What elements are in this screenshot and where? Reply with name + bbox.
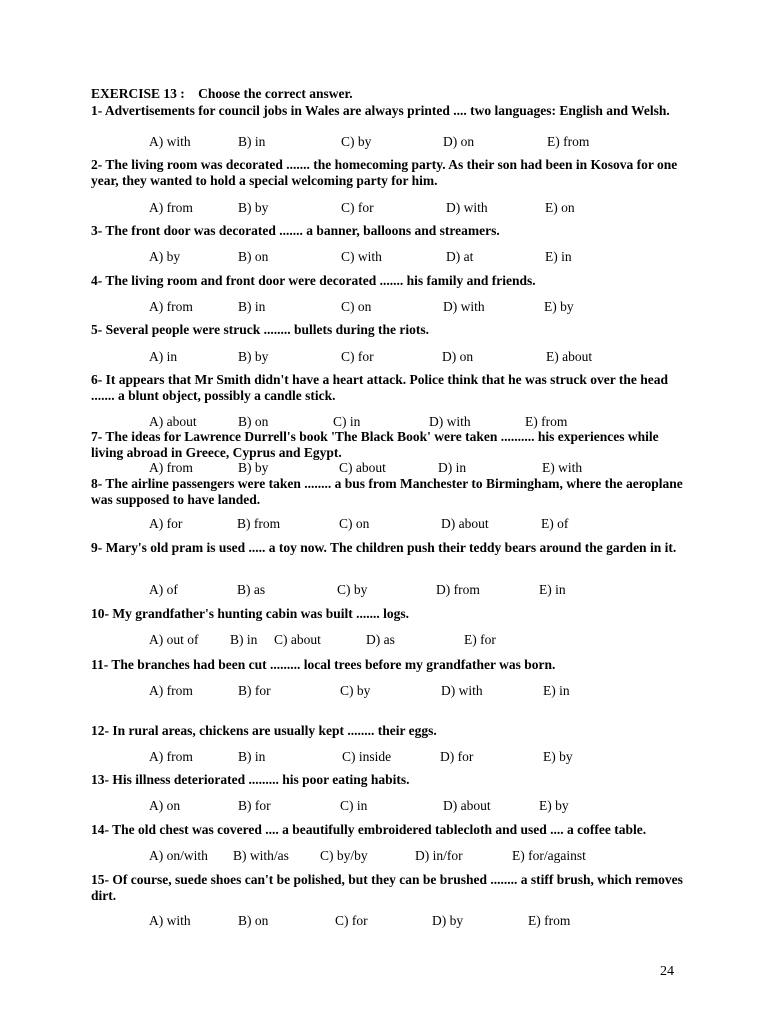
option: E) in	[539, 582, 566, 597]
question-4-text: 4- The living room and front door were decorated ....... his family and friends.	[91, 273, 536, 288]
option: D) from	[436, 582, 480, 597]
option: E) of	[541, 516, 569, 531]
option: D) with	[429, 414, 471, 429]
exercise-header	[91, 86, 353, 102]
option: B) on	[238, 414, 269, 429]
question-15-options	[149, 913, 709, 929]
option: D) with	[446, 200, 488, 215]
question-9-text: 9- Mary's old pram is used ..... a toy now. The children push their teddy bears around the garden in it.	[91, 540, 677, 555]
option: C) in	[333, 414, 361, 429]
question-13-options	[149, 798, 709, 814]
option: C) in	[340, 798, 368, 813]
page-number: 24	[660, 964, 674, 979]
option: C) by	[341, 134, 372, 149]
option: C) by/by	[320, 848, 368, 863]
option: C) with	[341, 249, 382, 264]
question-11-text: 11- The branches had been cut ......... local trees before my grandfather was born.	[91, 657, 556, 672]
question-6-options	[149, 414, 709, 430]
option: A) from	[149, 749, 193, 764]
option: E) for/against	[512, 848, 586, 863]
option: D) about	[441, 516, 489, 531]
question-2-text: 2- The living room was decorated ....... the homecoming party. As their son had been in Kosova for one year, they wanted to hold a special welcoming party for him.	[91, 157, 678, 188]
option: A) from	[149, 299, 193, 314]
option: A) with	[149, 913, 191, 928]
option: A) of	[149, 582, 178, 597]
option: B) in	[238, 134, 266, 149]
option: C) on	[339, 516, 370, 531]
option: C) by	[337, 582, 368, 597]
question-1-options	[149, 134, 709, 150]
option: A) out of	[149, 632, 199, 647]
question-5-text: 5- Several people were struck ........ bullets during the riots.	[91, 322, 429, 337]
option: E) from	[547, 134, 590, 149]
question-10-options	[149, 632, 709, 648]
option: B) from	[237, 516, 281, 531]
option: D) about	[443, 798, 491, 813]
question-14-options	[149, 848, 709, 864]
question-7-text: 7- The ideas for Lawrence Durrell's book 'The Black Book' were taken .......... his experiences while living abroad in Greece, Cyprus and Egypt.	[91, 429, 659, 460]
option: D) on	[442, 349, 474, 364]
option: B) by	[238, 200, 269, 215]
option: C) about	[274, 632, 321, 647]
option: E) in	[545, 249, 572, 264]
option: D) with	[443, 299, 485, 314]
option: E) from	[528, 913, 571, 928]
option: C) about	[339, 460, 386, 475]
option: C) on	[341, 299, 372, 314]
option: A) on/with	[149, 848, 208, 863]
option: B) as	[237, 582, 266, 597]
option: E) by	[539, 798, 569, 813]
option: A) from	[149, 200, 193, 215]
question-8-options	[149, 516, 709, 532]
option: A) in	[149, 349, 178, 364]
option: B) in	[230, 632, 258, 647]
option: E) for	[464, 632, 496, 647]
option: C) by	[340, 683, 371, 698]
option: E) by	[543, 749, 573, 764]
question-7-options	[149, 460, 709, 476]
option: B) with/as	[233, 848, 289, 863]
question-6-text: 6- It appears that Mr Smith didn't have a heart attack. Police think that he was struck over the head ....... a blunt object, possibly a candle stick.	[91, 372, 668, 403]
exercise-title: EXERCISE 13 :	[91, 86, 185, 101]
question-2-options	[149, 200, 709, 216]
option: D) in/for	[415, 848, 463, 863]
question-15-text: 15- Of course, suede shoes can't be polished, but they can be brushed ........ a stiff brush, which removes dirt.	[91, 872, 683, 903]
option: A) on	[149, 798, 181, 813]
option: D) on	[443, 134, 475, 149]
option: C) for	[341, 200, 374, 215]
option: A) for	[149, 516, 183, 531]
option: E) from	[525, 414, 568, 429]
question-12-text: 12- In rural areas, chickens are usually kept ........ their eggs.	[91, 723, 437, 738]
option: C) for	[341, 349, 374, 364]
question-13-text: 13- His illness deteriorated ......... his poor eating habits.	[91, 772, 410, 787]
option: E) on	[545, 200, 575, 215]
question-1-text: 1- Advertisements for council jobs in Wales are always printed .... two languages: English and Welsh.	[91, 103, 670, 118]
question-3-options	[149, 249, 709, 265]
option: B) by	[238, 460, 269, 475]
option: C) for	[335, 913, 368, 928]
option: E) about	[546, 349, 593, 364]
option: A) by	[149, 249, 181, 264]
option: B) in	[238, 299, 266, 314]
option: B) for	[238, 798, 271, 813]
question-8-text: 8- The airline passengers were taken ........ a bus from Manchester to Birmingham, where the aeroplane was supposed to have landed.	[91, 476, 683, 507]
option: D) as	[366, 632, 395, 647]
option: D) at	[446, 249, 474, 264]
option: B) on	[238, 913, 269, 928]
question-5-options	[149, 349, 709, 365]
option: E) with	[542, 460, 583, 475]
question-9-options	[149, 582, 709, 598]
option: D) for	[440, 749, 474, 764]
option: E) in	[543, 683, 570, 698]
option: A) with	[149, 134, 191, 149]
option: A) about	[149, 414, 197, 429]
question-14-text: 14- The old chest was covered .... a beautifully embroidered tablecloth and used .... a coffee table.	[91, 822, 647, 837]
option: B) by	[238, 349, 269, 364]
option: A) from	[149, 460, 193, 475]
option: E) by	[544, 299, 574, 314]
option: D) by	[432, 913, 464, 928]
option: B) in	[238, 749, 266, 764]
question-3-text: 3- The front door was decorated ....... a banner, balloons and streamers.	[91, 223, 500, 238]
question-12-options	[149, 749, 709, 765]
question-4-options	[149, 299, 709, 315]
exercise-instruction: Choose the correct answer.	[198, 86, 353, 101]
option: A) from	[149, 683, 193, 698]
question-11-options	[149, 683, 709, 699]
question-10-text: 10- My grandfather's hunting cabin was built ....... logs.	[91, 606, 410, 621]
option: D) with	[441, 683, 483, 698]
option: D) in	[438, 460, 467, 475]
option: C) inside	[342, 749, 392, 764]
option: B) for	[238, 683, 271, 698]
option: B) on	[238, 249, 269, 264]
